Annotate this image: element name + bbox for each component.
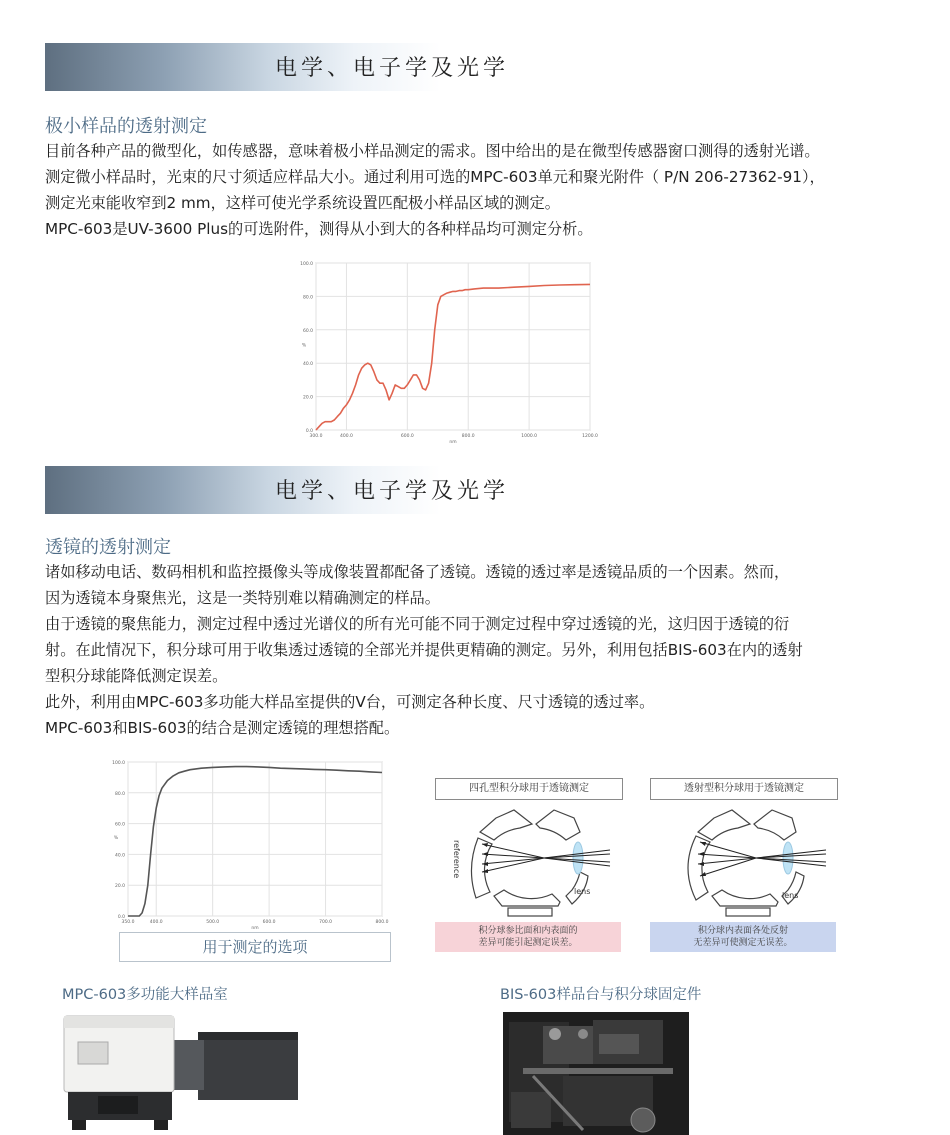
x-axis-label: nm [251, 926, 259, 931]
note-line: 积分球内表面各处反射 [697, 926, 788, 936]
sphere-segment [712, 890, 778, 906]
paragraph-line: 诸如移动电话、数码相机和监控摄像头等成像装置都配备了透镜。透镜的透过率是透镜品质的一个因素。然而， [45, 563, 790, 581]
mpc-603-photo [58, 1010, 308, 1135]
plot-area [316, 263, 590, 430]
lens-label: lens [782, 891, 799, 900]
note-line: 差异可能引起测定误差。 [478, 938, 578, 948]
x-tick-label: 600.0 [262, 920, 276, 925]
options-caption: 用于测定的选项 [202, 938, 308, 956]
paragraph-line: MPC-603和BIS-603的结合是测定透镜的理想搭配。 [45, 719, 400, 737]
x-tick-label: 700.0 [319, 920, 333, 925]
x-tick-label: 400.0 [339, 434, 353, 439]
transmission-chart-2-svg [108, 758, 392, 931]
connector-block [170, 1040, 204, 1090]
x-tick-label: 800.0 [375, 920, 389, 925]
y-tick-label: 60.0 [114, 822, 125, 828]
paragraph-line: 由于透镜的聚焦能力，测定过程中透过光谱仪的所有光可能不同于测定过程中穿过透镜的光，这归因于透镜的衍 [45, 615, 790, 633]
light-rays [698, 842, 826, 876]
note-line: 无差异可使测定无误差。 [693, 938, 793, 948]
lens-shape [573, 842, 583, 874]
paragraph-line: 此外，利用由MPC-603多功能大样品室提供的V台，可测定各种长度、尺寸透镜的透过率。 [45, 693, 655, 711]
sphere-segment [754, 810, 796, 840]
paragraph-line: 型积分球能降低测定误差。 [45, 667, 228, 685]
sample-port [508, 908, 552, 916]
paragraph-line: 测定光束能收窄到2 mm，这样可使光学系统设置匹配极小样品区域的测定。 [45, 194, 560, 212]
y-tick-label: 40.0 [114, 853, 125, 859]
sphere-segment [480, 810, 532, 840]
paragraph-line: 目前各种产品的微型化，如传感器，意味着极小样品测定的需求。图中给出的是在微型传感器窗口测得的透射光谱。 [45, 142, 820, 160]
y-tick-label: 0.0 [305, 429, 313, 434]
y-tick-label: 80.0 [114, 791, 125, 797]
sphere-segment [536, 810, 580, 840]
bis-603-photo [503, 1012, 689, 1135]
transmission-chart-2 [108, 758, 392, 931]
lens-shape [783, 842, 793, 874]
y-tick-label: 80.0 [302, 295, 313, 301]
plot-area [128, 762, 382, 916]
y-tick-label: 40.0 [302, 362, 313, 368]
front-panel [78, 1042, 108, 1064]
section-body-2 [45, 559, 915, 741]
spectrometer-body [198, 1032, 298, 1100]
lens-label: lens [574, 887, 591, 896]
sphere-segment [698, 810, 750, 840]
x-tick-label: 500.0 [206, 920, 220, 925]
photo-left-label: MPC-603多功能大样品室 [62, 987, 228, 1003]
banner-title: 电学、电子学及光学 [275, 56, 510, 81]
paragraph-line: 射。在此情况下，积分球可用于收集透过透镜的全部光并提供更精确的测定。另外，利用包括BIS-603在内的透射 [45, 641, 803, 659]
y-tick-label: 60.0 [302, 328, 313, 334]
paragraph-line: MPC-603是UV-3600 Plus的可选附件，测得从小到大的各种样品均可测定分析。 [45, 220, 593, 238]
diagram-left-title: 四孔型积分球用于透镜测定 [435, 778, 623, 800]
y-tick-label: 20.0 [302, 395, 313, 401]
y-axis-label: % [113, 836, 119, 841]
y-tick-label: 0.0 [117, 915, 125, 920]
paragraph-line: 测定微小样品时，光束的尺寸须适应样品大小。通过利用可选的MPC-603单元和聚光附件（ P/N 206-27362-91）， [45, 168, 825, 186]
x-tick-label: 400.0 [149, 920, 163, 925]
section-body-1 [45, 138, 915, 242]
y-tick-label: 100.0 [112, 761, 125, 766]
diagram-right-note [650, 922, 836, 952]
section-heading-2: 透镜的透射测定 [45, 537, 171, 558]
sample-port [726, 908, 770, 916]
transmission-chart-1 [300, 258, 600, 445]
sphere-segment [688, 836, 710, 900]
diagram-right-title: 透射型积分球用于透镜测定 [650, 778, 838, 800]
y-axis-label: % [301, 343, 307, 349]
sphere-segment [471, 838, 492, 898]
transmission-sphere-diagram [656, 806, 836, 922]
banner-title: 电学、电子学及光学 [275, 479, 510, 504]
four-port-sphere-diagram [440, 806, 620, 922]
light-rays [482, 844, 610, 872]
x-tick-label: 1000.0 [521, 434, 537, 439]
transmission-chart-1-svg [300, 258, 600, 445]
section-banner-2 [45, 466, 905, 514]
note-line: 积分球参比面和内表面的 [478, 926, 578, 936]
y-tick-label: 100.0 [300, 262, 313, 267]
rail [523, 1068, 673, 1074]
section-banner-1 [45, 43, 905, 91]
sphere-segment [494, 890, 560, 906]
reference-label: reference [452, 840, 461, 879]
section-heading-1: 极小样品的透射测定 [45, 116, 207, 137]
diagram-left-note [435, 922, 621, 952]
x-tick-label: 300.0 [309, 434, 323, 439]
x-tick-label: 800.0 [461, 434, 475, 439]
x-tick-label: 1200.0 [582, 434, 598, 439]
photo-right-label: BIS-603样品台与积分球固定件 [500, 987, 702, 1003]
y-tick-label: 20.0 [114, 884, 125, 890]
x-tick-label: 600.0 [400, 434, 414, 439]
paragraph-line: 因为透镜本身聚焦光，这是一类特别难以精确测定的样品。 [45, 589, 440, 607]
x-tick-label: 350.0 [121, 920, 135, 925]
x-axis-label: nm [449, 440, 457, 445]
options-caption-box [119, 932, 391, 962]
